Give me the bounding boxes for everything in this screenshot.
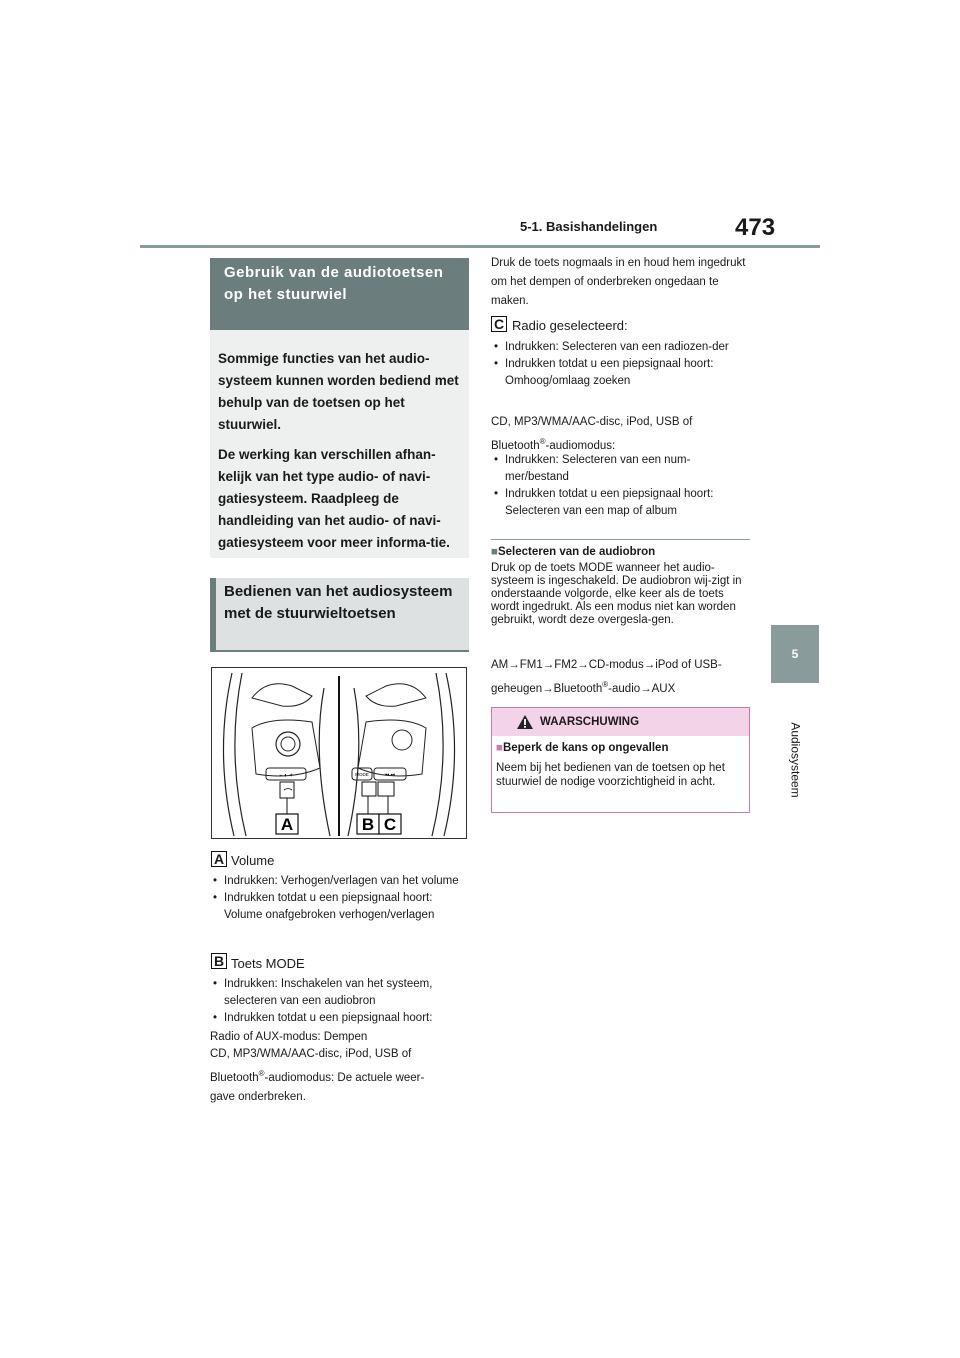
- warning-triangle-icon: [516, 714, 534, 730]
- header-divider: [140, 245, 820, 248]
- source-heading: ■Selecteren van de audiobron: [491, 546, 656, 558]
- figure-label-c: C: [383, 815, 397, 834]
- figure-label-a: A: [280, 815, 294, 834]
- source-text: Druk op de toets MODE wanneer het audio-systeem is ingeschakeld. De audiobron wij-zigt in onderstaande volgorde, elke keer als de toets wordt ingedrukt. Als een modus niet kan worden gebruikt, wordt deze overgesla-gen.: [491, 562, 742, 626]
- mode-button-label: MODE: [355, 772, 369, 777]
- item-b-details: [210, 1029, 472, 1106]
- item-c-details: [491, 413, 753, 456]
- warning-header: [492, 708, 749, 736]
- warning-title: WAARSCHUWING: [540, 716, 640, 728]
- item-c-list-2: [491, 452, 753, 520]
- square-bullet-icon: ■: [491, 546, 498, 558]
- warning-heading: ■Beperk de kans op ongevallen: [496, 742, 669, 754]
- list-item: • Indrukken: Verhogen/verlagen van het volume: [210, 873, 470, 890]
- subsection-underline: [210, 650, 469, 652]
- callout-c: C: [491, 316, 507, 332]
- chapter-tab: 5: [771, 625, 819, 683]
- list-item: • Indrukken totdat u een piepsignaal hoort: Selecteren van een map of album: [491, 486, 753, 520]
- item-b-line: gave onderbreken.: [210, 1090, 306, 1103]
- right-intro: Druk de toets nogmaals in en houd hem ingedrukt om het dempen of onderbreken ongedaan te maken.: [491, 257, 746, 307]
- item-c-line: Bluetooth®-audiomodus:: [491, 437, 616, 452]
- item-c-title: Radio geselecteerd:: [512, 318, 628, 333]
- intro-paragraph-1: Sommige functies van het audio-systeem kunnen worden bediend met behulp van de toetsen op het stuurwiel.: [218, 351, 459, 432]
- item-a-list: [210, 873, 470, 924]
- sequence-line-1: AM→FM1→FM2→CD-modus→iPod of USB-: [491, 659, 722, 671]
- callout-a: A: [211, 851, 227, 867]
- svg-text:− ◐ +: − ◐ +: [279, 773, 293, 779]
- item-b-title: Toets MODE: [231, 956, 305, 971]
- item-b-line: CD, MP3/WMA/AAC-disc, iPod, USB of: [210, 1048, 412, 1060]
- item-b-list: [210, 976, 470, 1027]
- page-number: 473: [735, 214, 776, 241]
- list-item: • Indrukken totdat u een piepsignaal hoort: Volume onafgebroken verhogen/verlagen: [210, 890, 470, 924]
- callout-b: B: [211, 953, 227, 969]
- steering-wheel-illustration: [212, 668, 466, 838]
- steering-wheel-figure: [211, 667, 467, 839]
- warning-text: Neem bij het bedienen van de toetsen op het stuurwiel de nodige voorzichtigheid in acht.: [496, 762, 725, 788]
- chapter-label: Audiosysteem: [789, 722, 803, 798]
- section-divider: [491, 539, 750, 540]
- intro-paragraph-2: De werking kan verschillen afhan-kelijk van het type audio- of navi-gatiesysteem. Raadpleeg de handleiding van het audio- of navi-gatiesysteem voor meer informa-tie.: [218, 447, 450, 550]
- item-c-list: [491, 339, 753, 390]
- section-label: 5-1. Basishandelingen: [520, 219, 658, 234]
- section-intro: [218, 348, 464, 562]
- svg-text:⏮ ⏭: ⏮ ⏭: [384, 772, 396, 778]
- item-a-title: Volume: [231, 853, 275, 868]
- figure-label-b: B: [361, 815, 375, 834]
- square-bullet-icon: ■: [496, 742, 503, 754]
- list-item: • Indrukken: Selecteren van een num-mer/bestand: [491, 452, 753, 486]
- item-b-line: Bluetooth®-audiomodus: De actuele weer-: [210, 1069, 425, 1084]
- section-title: Gebruik van de audiotoetsen op het stuurwiel: [224, 264, 444, 303]
- list-item: • Indrukken totdat u een piepsignaal hoort:: [210, 1010, 470, 1027]
- item-b-line: Radio of AUX-modus: Dempen: [210, 1031, 368, 1043]
- list-item: • Indrukken totdat u een piepsignaal hoort: Omhoog/omlaag zoeken: [491, 356, 753, 390]
- list-item: • Indrukken: Inschakelen van het systeem, selecteren van een audiobron: [210, 976, 470, 1010]
- item-c-line: CD, MP3/WMA/AAC-disc, iPod, USB of: [491, 416, 693, 428]
- subsection-title: Bedienen van het audiosysteem met de stuurwieltoetsen: [224, 583, 453, 622]
- sequence-line-2: geheugen→Bluetooth®-audio→AUX: [491, 680, 676, 695]
- list-item: • Indrukken: Selecteren van een radiozen-der: [491, 339, 753, 356]
